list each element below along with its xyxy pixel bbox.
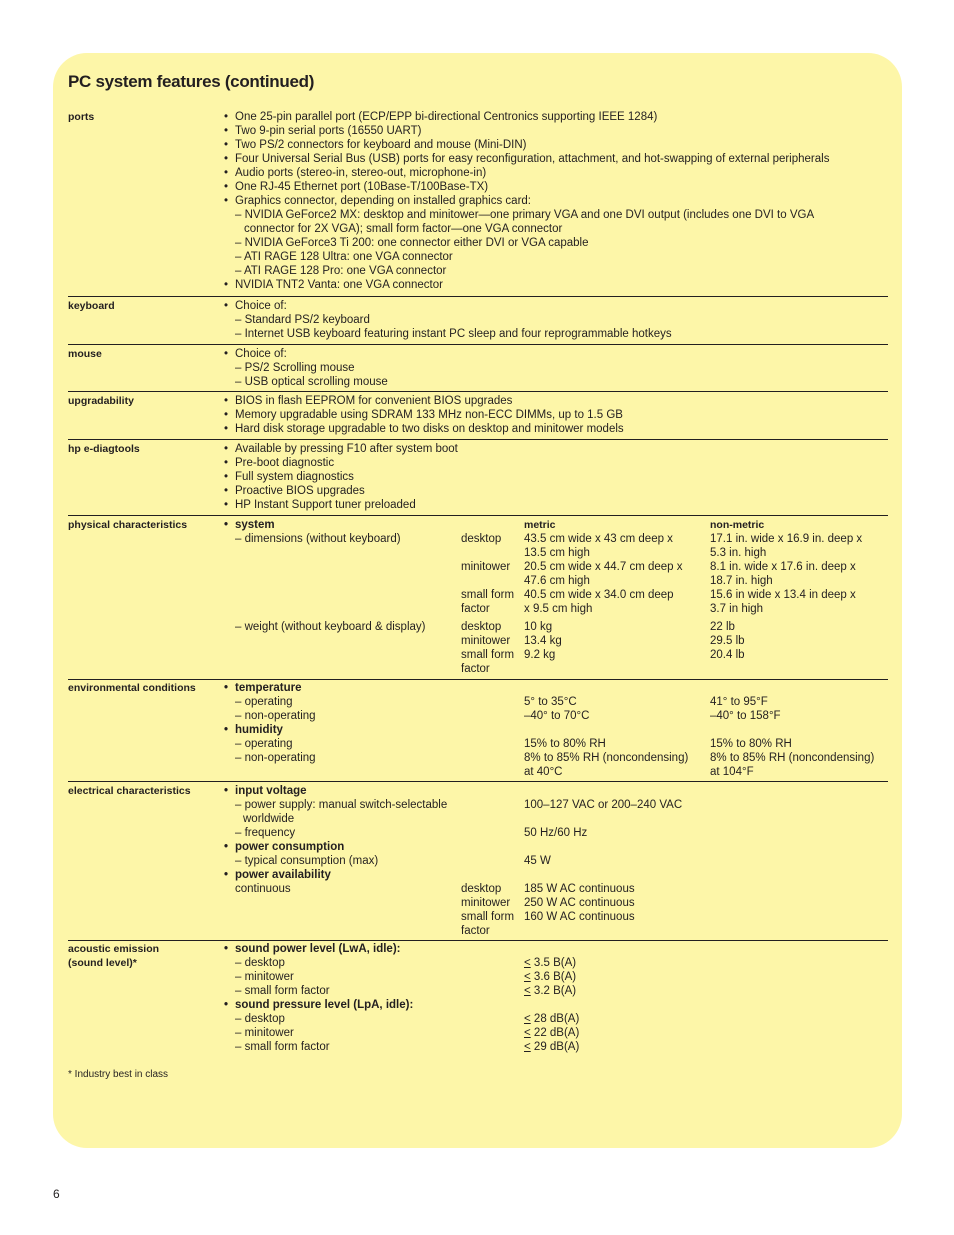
sub-item: – NVIDIA GeForce2 MX: desktop and minitower—one primary VGA and one DVI output (includes one DVI to VGA [235, 209, 815, 221]
sub-item: – Internet USB keyboard featuring instant PC sleep and four reprogrammable hotkeys [235, 328, 672, 340]
value: 41° to 95°F [710, 696, 768, 708]
power-availability-heading: • power availability [224, 868, 331, 882]
value: 29 dB(A) [533, 1041, 580, 1053]
value: 22 dB(A) [533, 1027, 580, 1039]
section-acoustic [68, 940, 888, 1053]
row-label: – non-operating [235, 710, 316, 722]
value: at 104°F [710, 766, 754, 778]
section-upgradability [68, 391, 888, 435]
value: 29.5 lb [710, 635, 745, 647]
model-label: small form [461, 649, 515, 661]
section-label: upgradability [68, 395, 134, 407]
list-item: • Available by pressing F10 after system boot [224, 442, 884, 456]
model-label: minitower [461, 561, 511, 573]
value: 8% to 85% RH (noncondensing) [524, 752, 689, 764]
system-heading: • system [224, 518, 275, 532]
section-label: hp e-diagtools [68, 443, 140, 455]
model-label: factor [461, 663, 490, 675]
value: 18.7 in. high [710, 575, 773, 587]
sound-pressure-heading: • sound pressure level (LpA, idle): [224, 998, 413, 1012]
section-label: keyboard [68, 300, 115, 312]
row-label: – desktop [235, 957, 285, 969]
value: 3.5 B(A) [533, 957, 577, 969]
non-metric-header: non-metric [710, 519, 765, 531]
value: 43.5 cm wide x 43 cm deep x [524, 533, 673, 545]
page-title: PC system features (continued) [68, 72, 315, 91]
row-label: – minitower [235, 971, 294, 983]
value: 45 W [524, 855, 551, 867]
section-label: physical characteristics [68, 519, 188, 531]
value: 15% to 80% RH [524, 738, 606, 750]
value: 9.2 kg [524, 649, 556, 661]
value: 100–127 VAC or 200–240 VAC [524, 799, 683, 811]
list-item: • Pre-boot diagnostic [224, 456, 884, 470]
value: 13.5 cm high [524, 547, 590, 559]
humidity-heading: • humidity [224, 723, 283, 737]
list-item: • Full system diagnostics [224, 470, 884, 484]
value: 8% to 85% RH (noncondensing) [710, 752, 875, 764]
value: 40.5 cm wide x 34.0 cm deep [524, 589, 674, 601]
section-physical [68, 515, 888, 674]
label-line: acoustic emission [68, 943, 160, 955]
row-label: – weight (without keyboard & display) [235, 621, 426, 633]
list-item: • Two PS/2 connectors for keyboard and mouse (Mini-DIN) [224, 138, 884, 152]
row-label-cont: worldwide [243, 813, 295, 825]
list-item: • Audio ports (stereo-in, stereo-out, microphone-in) [224, 166, 884, 180]
list-item: • NVIDIA TNT2 Vanta: one VGA connector [224, 278, 884, 292]
value: 250 W AC continuous [524, 897, 635, 909]
row-label: – small form factor [235, 985, 330, 997]
value: 160 W AC continuous [524, 911, 635, 923]
value: at 40°C [524, 766, 563, 778]
value: 22 lb [710, 621, 735, 633]
list-item: • One 25-pin parallel port (ECP/EPP bi-directional Centronics supporting IEEE 1284) [224, 110, 884, 124]
value: 3.7 in high [710, 603, 764, 615]
list-item: • Memory upgradable using SDRAM 133 MHz non-ECC DIMMs, up to 1.5 GB [224, 408, 884, 422]
row-label: continuous [235, 883, 291, 895]
model-label: minitower [461, 635, 511, 647]
section-label: ports [68, 111, 95, 123]
row-label: – operating [235, 696, 293, 708]
model-label: small form [461, 589, 515, 601]
sound-power-heading: • sound power level (LwA, idle): [224, 942, 401, 956]
value: 20.4 lb [710, 649, 745, 661]
list-item: • Hard disk storage upgradable to two disks on desktop and minitower models [224, 422, 884, 436]
sub-item: – ATI RAGE 128 Ultra: one VGA connector [235, 251, 453, 263]
section-label: environmental conditions [68, 682, 196, 694]
list-item: • BIOS in flash EEPROM for convenient BIOS upgrades [224, 394, 884, 408]
section-label [68, 942, 218, 970]
value: 15.6 in wide x 13.4 in deep x [710, 589, 856, 601]
input-voltage-heading: • input voltage [224, 784, 307, 798]
temperature-heading: • temperature [224, 681, 301, 695]
value: 15% to 80% RH [710, 738, 792, 750]
value: 17.1 in. wide x 16.9 in. deep x [710, 533, 863, 545]
metric-header: metric [524, 519, 556, 531]
sub-item: – NVIDIA GeForce3 Ti 200: one connector either DVI or VGA capable [235, 237, 589, 249]
le-symbol: < [524, 1041, 531, 1053]
value: –40° to 158°F [710, 710, 781, 722]
list-item: • One RJ-45 Ethernet port (10Base-T/100Base-TX) [224, 180, 884, 194]
list-item: • Choice of: [224, 347, 884, 361]
value: 185 W AC continuous [524, 883, 635, 895]
value: 3.2 B(A) [533, 985, 577, 997]
value: 20.5 cm wide x 44.7 cm deep x [524, 561, 683, 573]
section-electrical [68, 781, 888, 936]
value: 50 Hz/60 Hz [524, 827, 588, 839]
page-number: 6 [53, 1187, 60, 1201]
footnote: * Industry best in class [68, 1069, 169, 1080]
model-label: factor [461, 925, 490, 937]
value: 8.1 in. wide x 17.6 in. deep x [710, 561, 856, 573]
model-label: factor [461, 603, 490, 615]
section-environmental [68, 679, 888, 778]
value: –40° to 70°C [524, 710, 590, 722]
sub-item: – PS/2 Scrolling mouse [235, 362, 355, 374]
le-symbol: < [524, 985, 531, 997]
row-label: – minitower [235, 1027, 294, 1039]
model-label: desktop [461, 883, 502, 895]
section-label: mouse [68, 348, 102, 360]
list-item: • Proactive BIOS upgrades [224, 484, 884, 498]
value: 13.4 kg [524, 635, 562, 647]
row-label: – dimensions (without keyboard) [235, 533, 401, 545]
list-item: • HP Instant Support tuner preloaded [224, 498, 884, 512]
value: x 9.5 cm high [524, 603, 593, 615]
model-label: desktop [461, 533, 502, 545]
row-label: – power supply: manual switch-selectable [235, 799, 448, 811]
sub-item: – ATI RAGE 128 Pro: one VGA connector [235, 265, 447, 277]
sub-item: – Standard PS/2 keyboard [235, 314, 370, 326]
row-label: – operating [235, 738, 293, 750]
list-item: • Four Universal Serial Bus (USB) ports for easy reconfiguration, attachment, and hot-swapping of external peripherals [224, 152, 884, 166]
sub-item: – USB optical scrolling mouse [235, 376, 388, 388]
sub-item-cont: connector for 2X VGA); small form factor—one VGA connector [244, 223, 563, 235]
le-symbol: < [524, 971, 531, 983]
value: 5.3 in. high [710, 547, 767, 559]
value: 28 dB(A) [533, 1013, 580, 1025]
section-label: electrical characteristics [68, 785, 191, 797]
value: 5° to 35°C [524, 696, 577, 708]
value: 3.6 B(A) [533, 971, 577, 983]
power-consumption-heading: • power consumption [224, 840, 344, 854]
le-symbol: < [524, 1013, 531, 1025]
section-mouse [68, 344, 888, 388]
row-label: – desktop [235, 1013, 285, 1025]
section-e-diagtools [68, 439, 888, 511]
row-label: – non-operating [235, 752, 316, 764]
le-symbol: < [524, 1027, 531, 1039]
model-label: minitower [461, 897, 511, 909]
list-item: • Two 9-pin serial ports (16550 UART) [224, 124, 884, 138]
model-label: desktop [461, 621, 502, 633]
value: 47.6 cm high [524, 575, 590, 587]
model-label: small form [461, 911, 515, 923]
list-item: • Graphics connector, depending on installed graphics card: [224, 194, 884, 208]
row-label: – frequency [235, 827, 296, 839]
le-symbol: < [524, 957, 531, 969]
value: 10 kg [524, 621, 553, 633]
row-label: – typical consumption (max) [235, 855, 379, 867]
list-item: • Choice of: [224, 299, 884, 313]
label-line: (sound level)* [68, 957, 137, 969]
section-keyboard [68, 296, 888, 340]
row-label: – small form factor [235, 1041, 330, 1053]
